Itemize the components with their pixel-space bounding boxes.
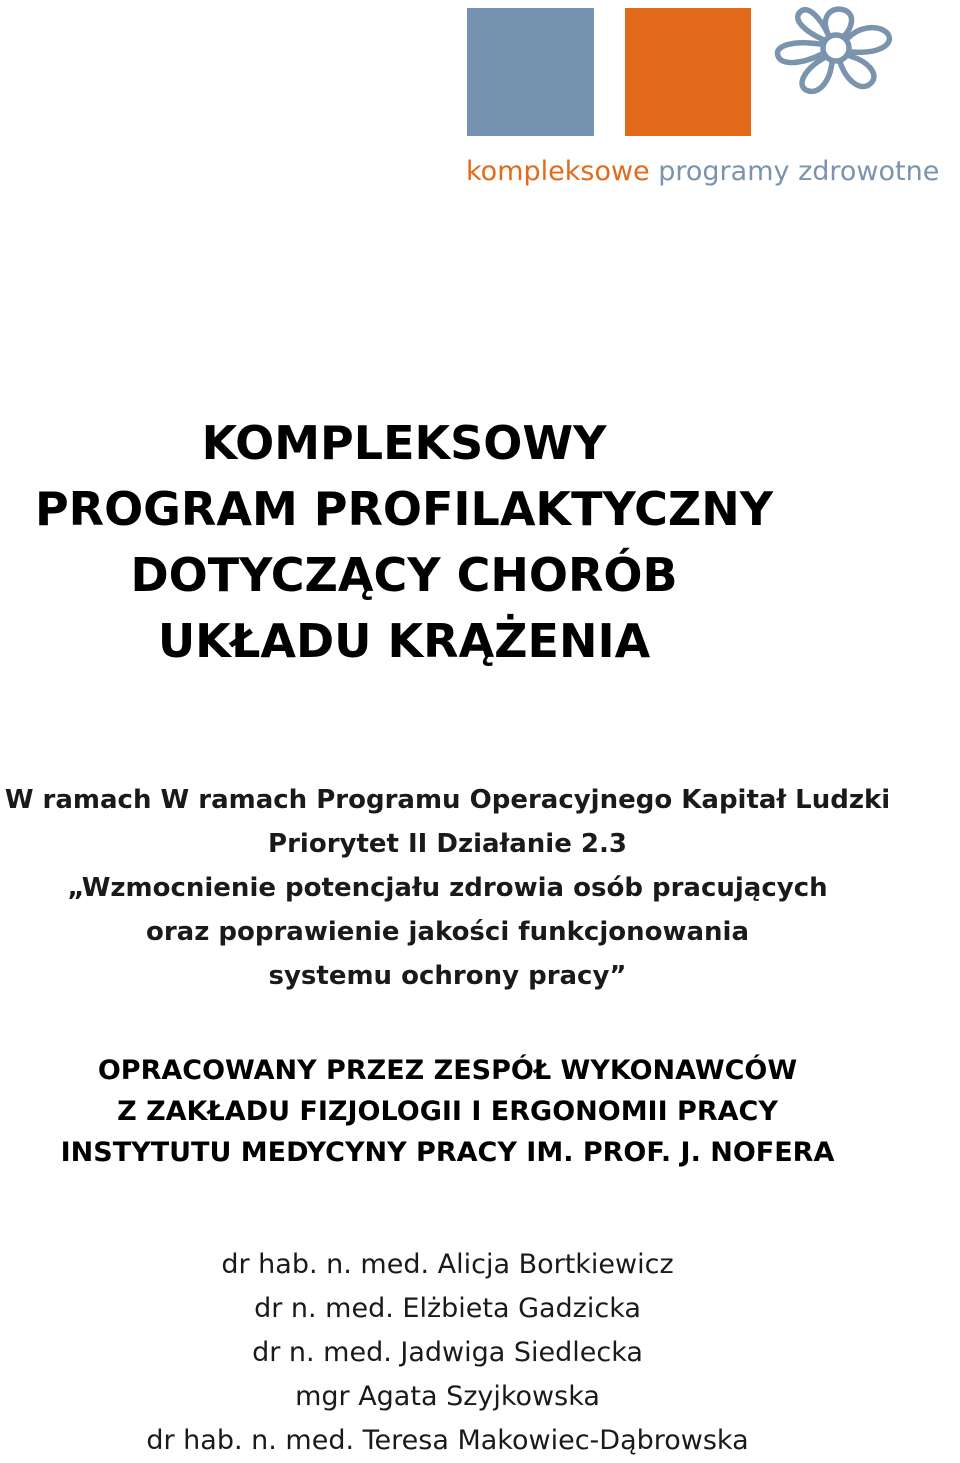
author-name: dr hab. n. med. Teresa Makowiec-Dąbrowska: [146, 1425, 749, 1456]
program-line: W ramach W ramach Programu Operacyjnego Kapitał Ludzki: [4, 785, 891, 815]
tagline-part2: programy zdrowotne: [649, 156, 940, 187]
author-name: dr hab. n. med. Alicja Bortkiewicz: [221, 1249, 674, 1280]
logo-tagline: [466, 158, 939, 185]
title-line: UKŁADU KRĄŻENIA: [157, 614, 651, 668]
team-section: [0, 1050, 895, 1173]
program-line: „Wzmocnienie potencjału zdrowia osób pracujących: [67, 873, 828, 903]
tagline-part1: kompleksowe: [466, 156, 650, 187]
team-line: INSTYTUTU MEDYCYNY PRACY IM. PROF. J. NOFERA: [60, 1137, 835, 1168]
program-line: systemu ochrony pracy”: [268, 961, 627, 991]
author-name: dr n. med. Jadwiga Siedlecka: [252, 1337, 643, 1368]
program-line: Priorytet II Działanie 2.3: [268, 829, 627, 859]
author-name: dr n. med. Elżbieta Gadzicka: [254, 1293, 641, 1324]
title-line: KOMPLEKSOWY: [201, 416, 607, 470]
author-name: mgr Agata Szyjkowska: [295, 1381, 600, 1412]
logo-blue-square: [467, 8, 594, 136]
logo-orange-square: [625, 8, 751, 136]
program-line: oraz poprawienie jakości funkcjonowania: [145, 917, 749, 947]
flower-icon: [740, 4, 900, 114]
program-logo: [0, 0, 960, 210]
title-line: PROGRAM PROFILAKTYCZNY: [34, 482, 774, 536]
team-line: OPRACOWANY PRZEZ ZESPÓŁ WYKONAWCÓW: [97, 1055, 798, 1086]
document-title: [0, 410, 808, 674]
authors-list: [0, 1243, 895, 1463]
title-line: DOTYCZĄCY CHORÓB: [130, 548, 678, 602]
program-description: [0, 778, 895, 998]
team-line: Z ZAKŁADU FIZJOLOGII I ERGONOMII PRACY: [117, 1096, 778, 1127]
